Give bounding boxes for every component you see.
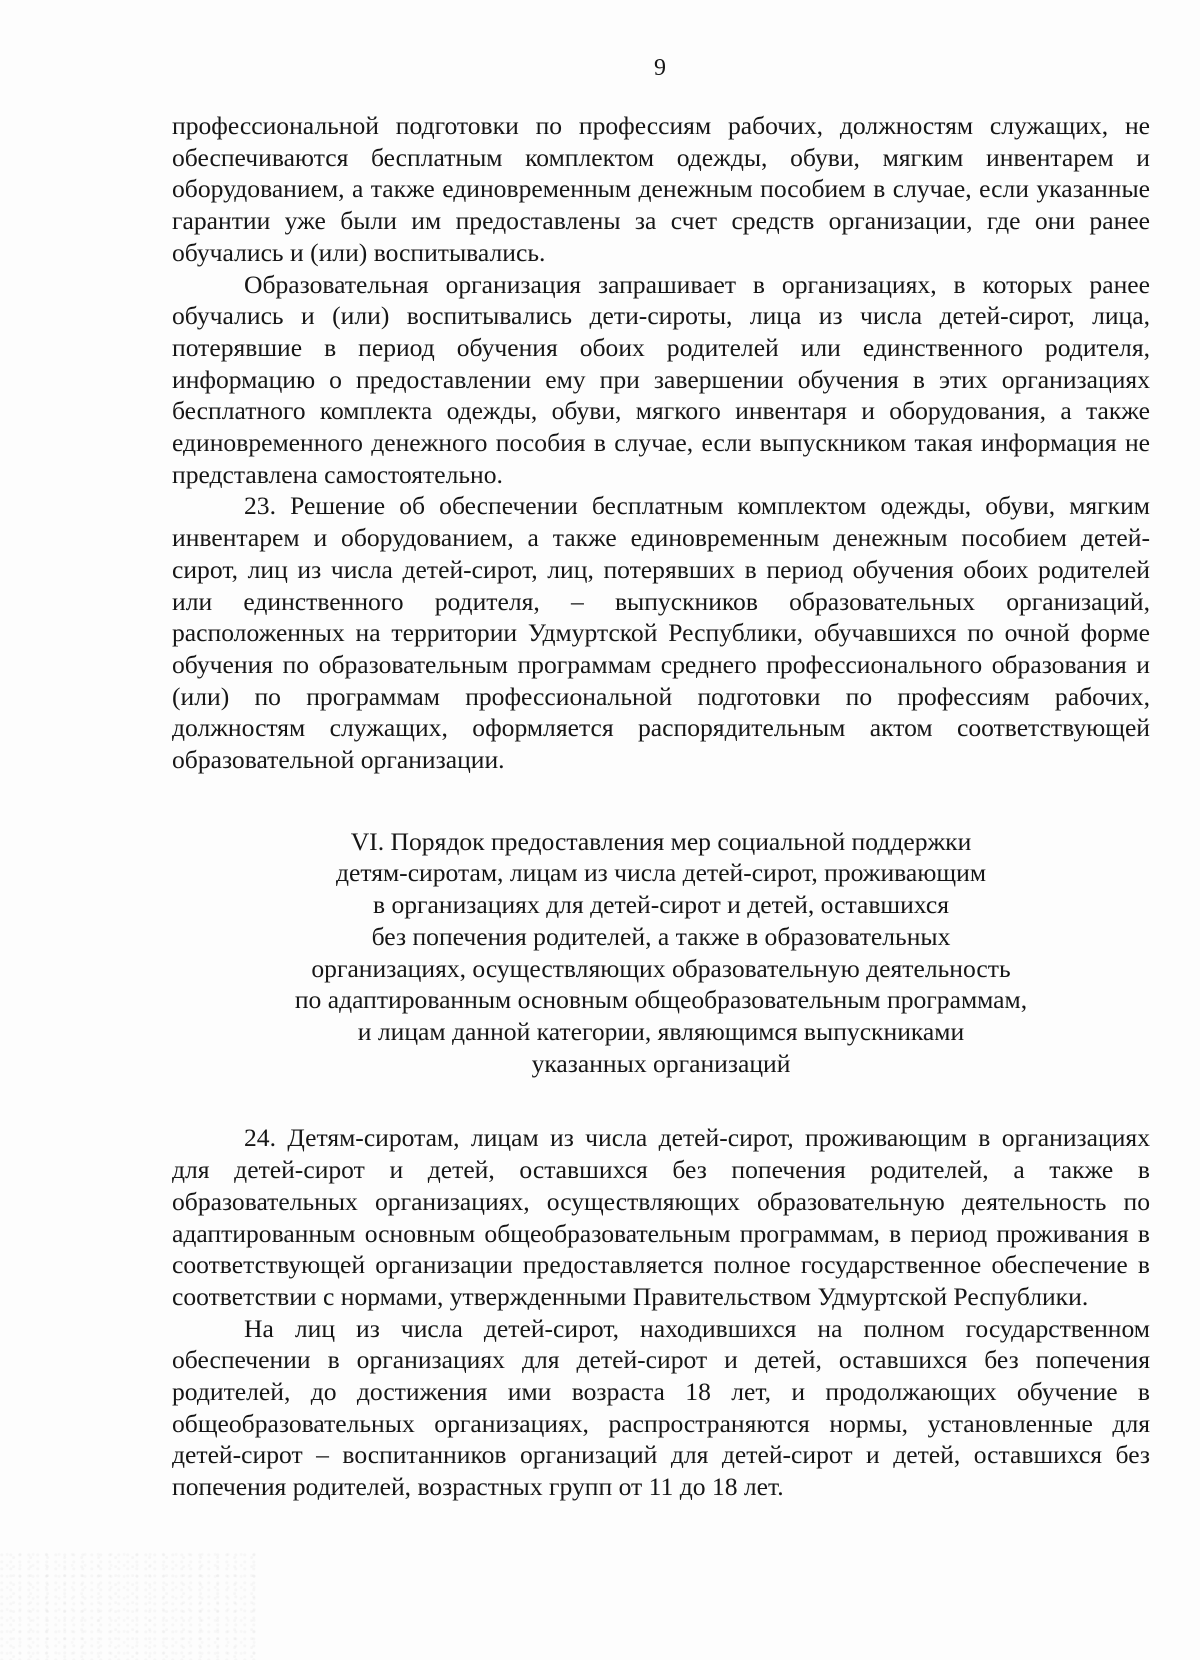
section-heading-line: в организациях для детей-сирот и детей, оставшихся	[372, 890, 949, 920]
section-heading-vi	[172, 826, 1150, 1080]
scan-artifact	[0, 1550, 260, 1660]
section-heading-line: указанных организаций	[531, 1048, 791, 1078]
paragraph-information-request: Образовательная организация запрашивает в организациях, в которых ранее обучались и (или) воспитывались дети-сироты, лица из числа детей-сирот, лица, потерявшие в период обучения обоих родителей или единственного родителя, информацию о предоставлении ему при завершении обучения в этих организациях бесплатного комплекта одежды, обуви, мягкого инвентаря и оборудования, а также единовременного денежного пособия в случае, если выпускником такая информация не представлена самостоятельно.	[172, 269, 1150, 489]
paragraph-full-state-support: На лиц из числа детей-сирот, находившихся на полном государственном обеспечении в организациях для детей-сирот и детей, оставшихся без попечения родителей, до достижения ими возраста 18 лет, и продолжающих обучение в общеобразовательных организациях, распространяются нормы, установленные для детей-сирот – воспитанников организаций для детей-сирот и детей, оставшихся без попечения родителей, возрастных групп от 11 до 18 лет.	[172, 1313, 1150, 1502]
section-heading-line: организациях, осуществляющих образовательную деятельность	[311, 953, 1011, 983]
section-heading-line: и лицам данной категории, являющимся выпускниками	[357, 1016, 965, 1046]
document-body	[172, 110, 1150, 1503]
paragraph-item-24: 24. Детям-сиротам, лицам из числа детей-сирот, проживающим в организациях для детей-сирот и детей, оставшихся без попечения родителей, а также в образовательных организациях, осуществляющих образовательную деятельность по адаптированным основным общеобразовательным программам, в период проживания в соответствующей организации предоставляется полное государственное обеспечение в соответствии с нормами, утвержденными Правительством Удмуртской Республики.	[172, 1123, 1150, 1311]
section-heading-line: без попечения родителей, а также в образовательных	[371, 921, 951, 951]
section-heading-line: по адаптированным основным общеобразовательным программам,	[294, 985, 1028, 1015]
paragraph-continuation: профессиональной подготовки по профессиям рабочих, должностям служащих, не обеспечиваются бесплатным комплектом одежды, обуви, мягким инвентарем и оборудованием, а также единовременным денежным пособием в случае, если указанные гарантии уже были им предоставлены за счет средств организации, где они ранее обучались и (или) воспитывались.	[172, 111, 1150, 267]
page-number: 9	[654, 55, 666, 81]
section-heading-line: детям-сиротам, лицам из числа детей-сирот, проживающим	[335, 858, 987, 888]
section-heading-line: VI. Порядок предоставления мер социальной поддержки	[350, 826, 972, 856]
paragraph-item-23: 23. Решение об обеспечении бесплатным комплектом одежды, обуви, мягким инвентарем и оборудованием, а также единовременным денежным пособием детей-сирот, лиц из числа детей-сирот, лиц, потерявших в период обучения обоих родителей или единственного родителя, – выпускников образовательных организаций, расположенных на территории Удмуртской Республики, обучавшихся по очной форме обучения по образовательным программам среднего профессионального образования и (или) по программам профессиональной подготовки по профессиям рабочих, должностям служащих, оформляется распорядительным актом соответствующей образовательной организации.	[172, 491, 1150, 775]
